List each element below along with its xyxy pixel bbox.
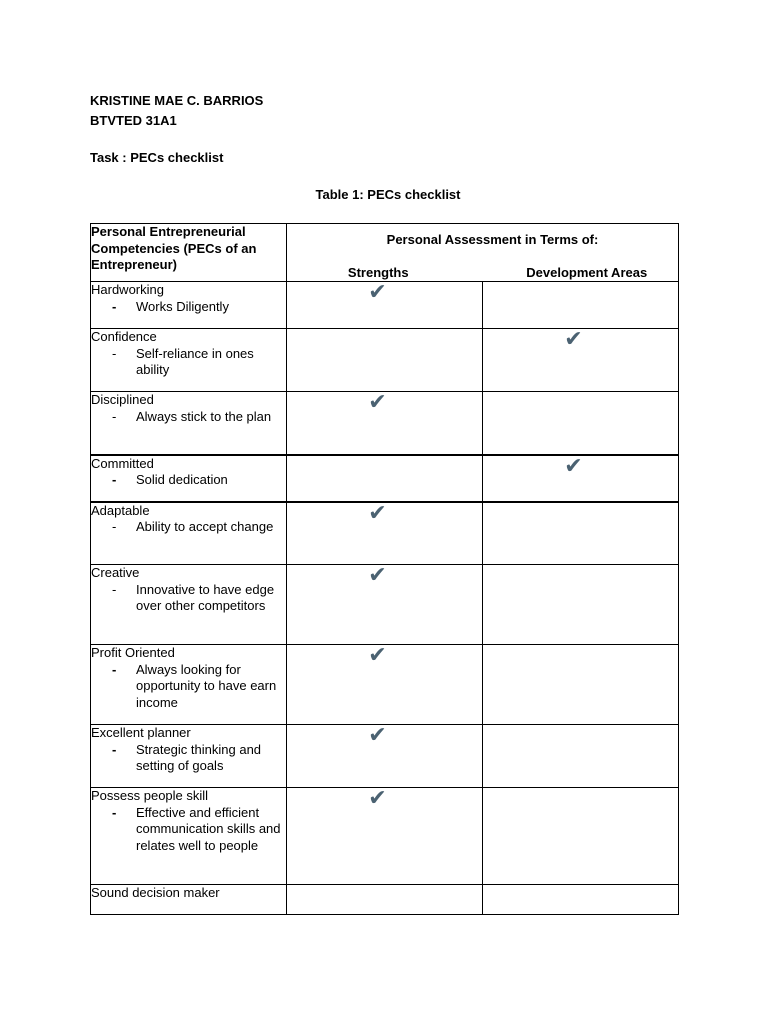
competency-title: Confidence [91, 329, 157, 344]
competency-cell [91, 502, 287, 565]
competency-description [91, 472, 286, 489]
description-text: Innovative to have edge over other competitors [136, 581, 275, 613]
competency-description [91, 409, 286, 426]
list-bullet: - [112, 408, 117, 424]
checkmark-icon: ✔ [368, 723, 387, 748]
assessment-column-header [287, 224, 679, 282]
table-row [91, 329, 679, 392]
table-body [91, 282, 679, 915]
competency-title: Hardworking [91, 282, 164, 297]
table-row [91, 502, 679, 565]
development-cell [483, 502, 679, 565]
development-cell [483, 725, 679, 788]
strengths-cell [287, 788, 483, 885]
strengths-header: Strengths [347, 264, 409, 280]
competency-cell [91, 885, 287, 915]
checkmark-icon: ✔ [564, 453, 583, 479]
competency-description [91, 805, 286, 855]
competency-title: Creative [91, 565, 140, 580]
competency-title: Excellent planner [91, 725, 191, 740]
description-text: Strategic thinking and setting of goals [136, 741, 262, 773]
description-text: Works Diligently [136, 298, 229, 314]
development-cell [483, 329, 679, 392]
checkmark-icon: ✔ [368, 563, 387, 588]
development-cell [483, 885, 679, 915]
competency-description [91, 582, 286, 615]
table-header-row [91, 224, 679, 282]
student-name: KRISTINE MAE C. BARRIOS [90, 93, 264, 108]
table-row [91, 788, 679, 885]
table-title: Table 1: PECs checklist [315, 187, 461, 202]
checkmark-icon: ✔ [368, 390, 387, 415]
strengths-cell [287, 565, 483, 645]
competency-title: Profit Oriented [91, 645, 175, 660]
development-cell [483, 788, 679, 885]
list-bullet: - [112, 519, 117, 534]
table-row [91, 645, 679, 725]
list-bullet: - [112, 345, 117, 361]
competency-title: Committed [91, 455, 154, 471]
competency-description [91, 742, 286, 775]
pecs-checklist-table [90, 223, 679, 915]
competency-description [91, 346, 286, 379]
development-areas-header: Development Areas [526, 264, 648, 280]
competency-description [91, 299, 286, 316]
table-row [91, 455, 679, 502]
competency-cell [91, 788, 287, 885]
competency-cell [91, 282, 287, 329]
strengths-cell [287, 282, 483, 329]
table-row [91, 282, 679, 329]
strengths-cell [287, 329, 483, 392]
checkmark-icon: ✔ [368, 280, 387, 305]
competency-cell [91, 329, 287, 392]
competency-cell [91, 725, 287, 788]
competency-cell [91, 455, 287, 502]
development-cell [483, 392, 679, 455]
table-row [91, 392, 679, 455]
description-text: Ability to accept change [136, 519, 274, 534]
development-cell [483, 282, 679, 329]
strengths-cell [287, 455, 483, 502]
competency-title: Possess people skill [91, 788, 209, 803]
competency-title: Disciplined [91, 392, 154, 407]
list-bullet: - [112, 581, 117, 597]
competency-cell [91, 645, 287, 725]
competency-title: Adaptable [91, 502, 150, 518]
table-row [91, 885, 679, 915]
assessment-header-title: Personal Assessment in Terms of: [386, 232, 599, 247]
strengths-cell [287, 725, 483, 788]
strengths-cell [287, 885, 483, 915]
task-label: Task : PECs checklist [90, 150, 224, 165]
table-row [91, 565, 679, 645]
competency-cell [91, 565, 287, 645]
development-cell [483, 455, 679, 502]
strengths-cell [287, 392, 483, 455]
development-cell [483, 565, 679, 645]
list-bullet: - [112, 298, 117, 314]
description-text: Self-reliance in ones ability [136, 345, 254, 377]
description-text: Solid dedication [136, 472, 228, 487]
strengths-cell [287, 502, 483, 565]
list-bullet: - [112, 472, 117, 487]
checkmark-icon: ✔ [368, 786, 387, 811]
description-text: Always looking for opportunity to have earn income [136, 661, 277, 710]
checkmark-icon: ✔ [368, 643, 387, 668]
competency-cell [91, 392, 287, 455]
competency-description [91, 662, 286, 712]
list-bullet: - [112, 661, 117, 677]
strengths-cell [287, 645, 483, 725]
list-bullet: - [112, 804, 117, 820]
description-text: Effective and efficient communication skills and relates well to people [136, 804, 281, 853]
development-cell [483, 645, 679, 725]
competency-description [91, 519, 286, 536]
class-section: BTVTED 31A1 [90, 113, 177, 128]
competencies-column-header: Personal Entrepreneurial Competencies (PECs of an Entrepreneur) [91, 224, 287, 282]
competency-title: Sound decision maker [91, 885, 220, 900]
list-bullet: - [112, 741, 117, 757]
checkmark-icon: ✔ [368, 500, 387, 526]
table-row [91, 725, 679, 788]
description-text: Always stick to the plan [136, 408, 272, 424]
checkmark-icon: ✔ [564, 327, 583, 352]
